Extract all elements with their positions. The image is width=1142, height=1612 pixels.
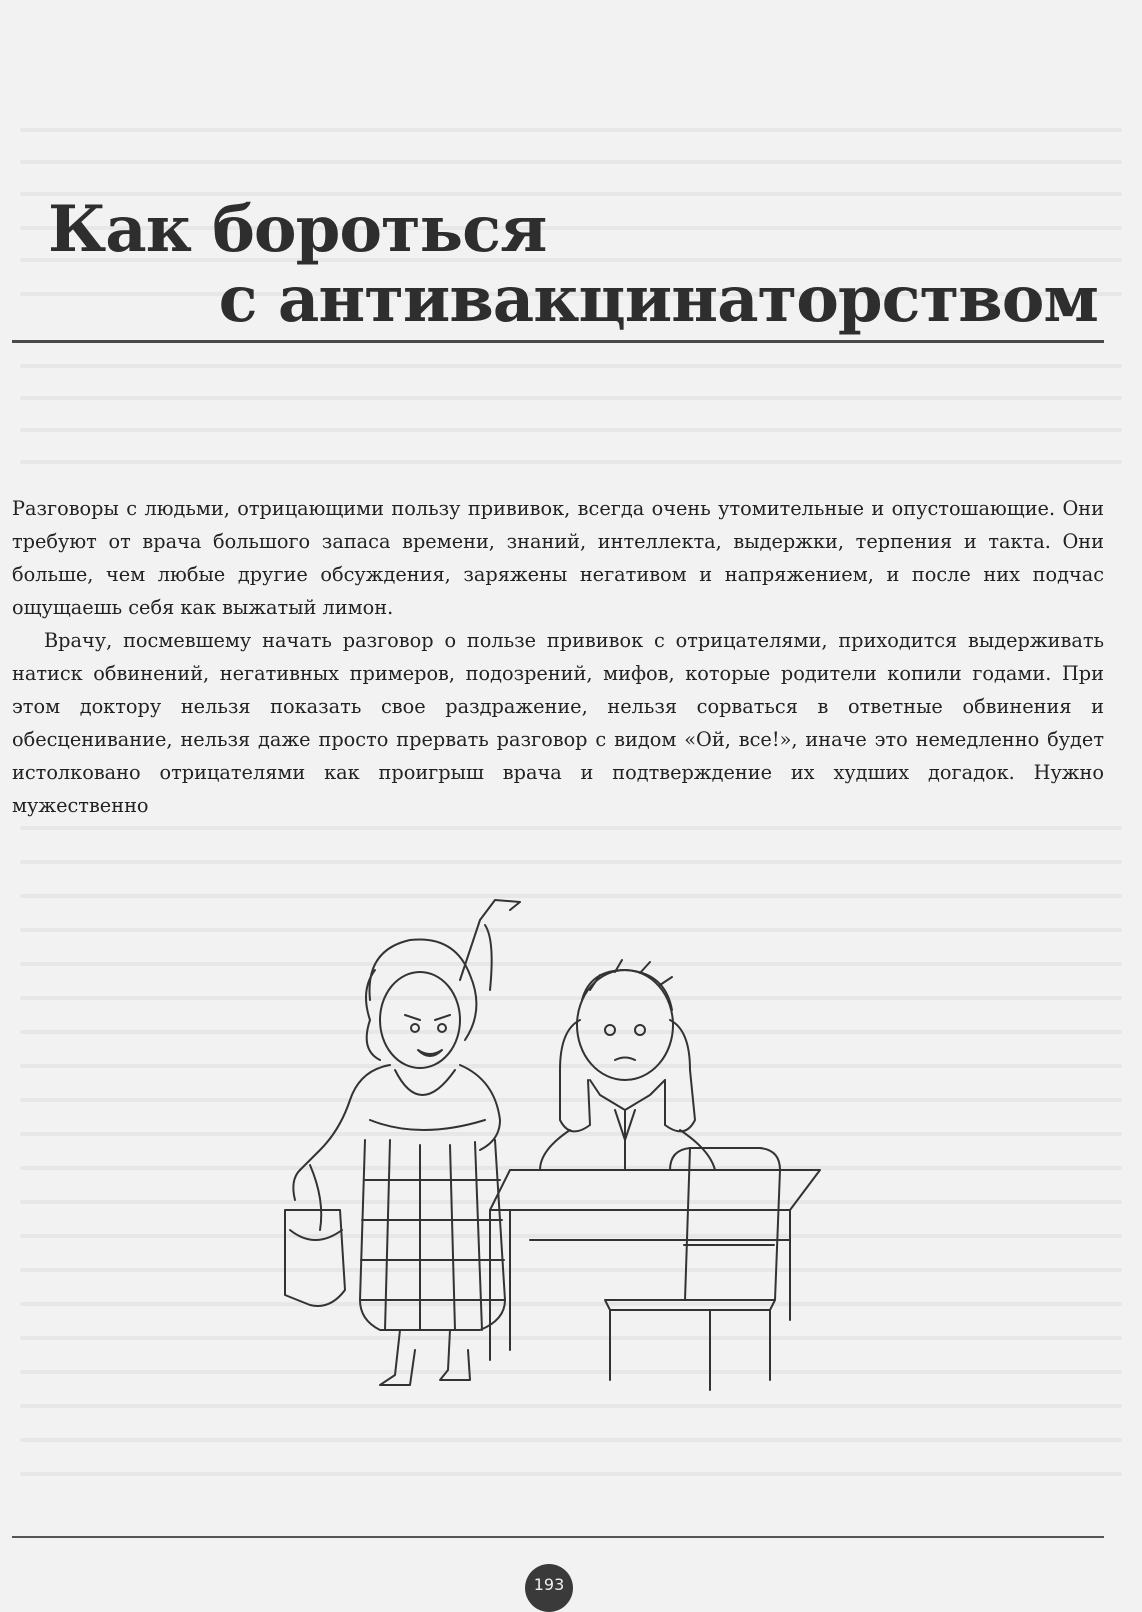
footer-divider — [12, 1536, 1104, 1538]
angry-parent-and-doctor-illustration — [270, 880, 870, 1440]
body-text — [12, 492, 1104, 822]
paragraph: Разговоры с людьми, отрицающими пользу прививок, всегда очень утомительные и опустошающие. Они требуют от врача большого запаса времени, знаний, интеллекта, выдержки, терпения и такта. Они больше, чем любые другие обсуждения, заряжены негативом и напряжением, и после них подчас ощущаешь себя как выжатый лимон. — [12, 497, 1104, 619]
chapter-heading — [0, 0, 1142, 340]
page-number: 193 — [525, 1564, 573, 1612]
chapter-title-line-2: с антивакцинаторством — [218, 262, 1098, 337]
chapter-title-line-1: Как бороться — [48, 192, 547, 267]
paragraph: Врачу, посмевшему начать разговор о пользе прививок с отрицателями, приходится выдерживать натиск обвинений, негативных примеров, подозрений, мифов, которые родители копили годами. При этом доктору нельзя показать свое раздражение, нельзя сорваться в ответные обвинения и обесценивание, нельзя даже просто прервать разговор с видом «Ой, все!», иначе это немедленно будет истолковано отрицателями как проигрыш врача и подтверждение их худших догадок. Нужно мужественно — [12, 629, 1104, 817]
heading-divider — [12, 340, 1104, 343]
